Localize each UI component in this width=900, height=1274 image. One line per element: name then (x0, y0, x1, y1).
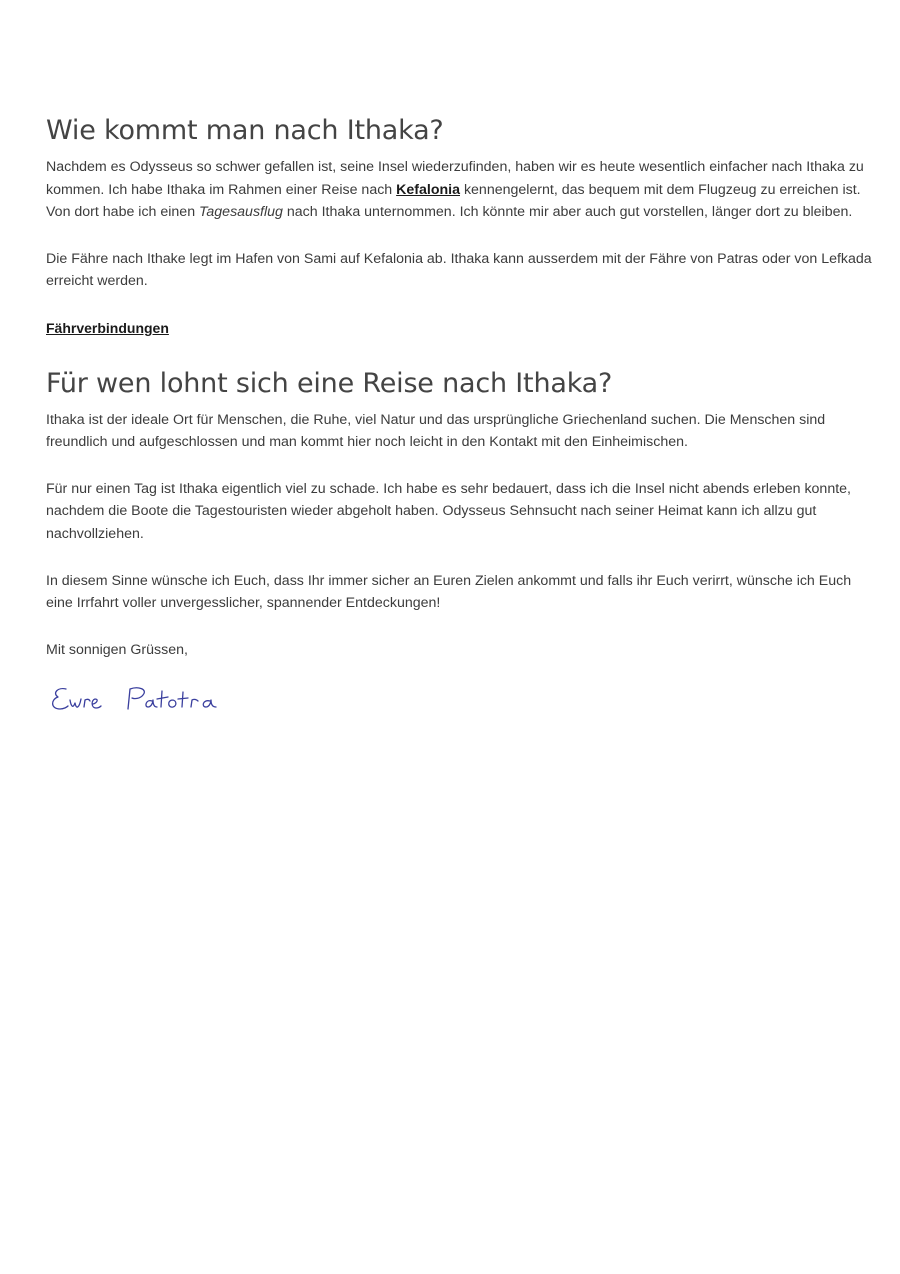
signature-image (46, 679, 246, 719)
ferry-connections-link[interactable]: Fährverbindungen (46, 319, 169, 336)
ferry-link-paragraph (46, 317, 878, 341)
paragraph-ideal-place: Ithaka ist der ideale Ort für Menschen, die Ruhe, viel Natur und das ursprüngliche Griechenland suchen. Die Menschen sind freundlich und aufgeschlossen und man kommt hier noch leicht in den Kontakt mit den Einheimischen. (46, 411, 826, 451)
greeting: Mit sonnigen Grüssen, (46, 641, 188, 658)
text: Nachdem es Odysseus so schwer gefallen ist, seine Insel wiederzufinden, haben wir es heute wesentlich einfacher nach Ithaka zu kommen. Ich habe Ithaka im Rahmen einer Reise nach (46, 159, 864, 198)
article-content (46, 110, 878, 724)
heading-who-should-travel: Für wen lohnt sich eine Reise nach Ithaka? (46, 367, 613, 399)
italic-day-trip: Tagesausflug (199, 204, 283, 221)
heading-how-to-get-to-ithaka: Wie kommt man nach Ithaka? (46, 115, 444, 146)
paragraph-ferry-info: Die Fähre nach Ithake legt im Hafen von Sami auf Kefalonia ab. Ithaka kann ausserdem mit der Fähre von Patras oder von Lefkada erreicht werden. (46, 250, 872, 290)
text: kennengelernt, das bequem mit dem Flugzeug zu erreichen ist. Von dort habe ich einen (46, 181, 861, 221)
text: nach Ithaka unternommen. Ich könnte mir aber auch gut vorstellen, länger dort zu bleiben. (282, 204, 853, 221)
paragraph-wishes: In diesem Sinne wünsche ich Euch, dass Ihr immer sicher an Euren Zielen ankommt und falls ihr Euch verirrt, wünsche ich Euch eine Irrfahrt voller unvergesslicher, spannender Entdeckungen! (46, 572, 852, 612)
signature-handwriting (46, 679, 246, 719)
paragraph-travel-intro (46, 156, 878, 224)
paragraph-one-day-too-short: Für nur einen Tag ist Ithaka eigentlich viel zu schade. Ich habe es sehr bedauert, dass ich die Insel nicht abends erleben konnte, nachdem die Boote die Tagestouristen wieder abgeholt haben. Odysseus Sehnsucht nach seiner Heimat kann ich allzu gut nachvollziehen. (46, 480, 851, 542)
kefalonia-link[interactable]: Kefalonia (396, 181, 460, 198)
